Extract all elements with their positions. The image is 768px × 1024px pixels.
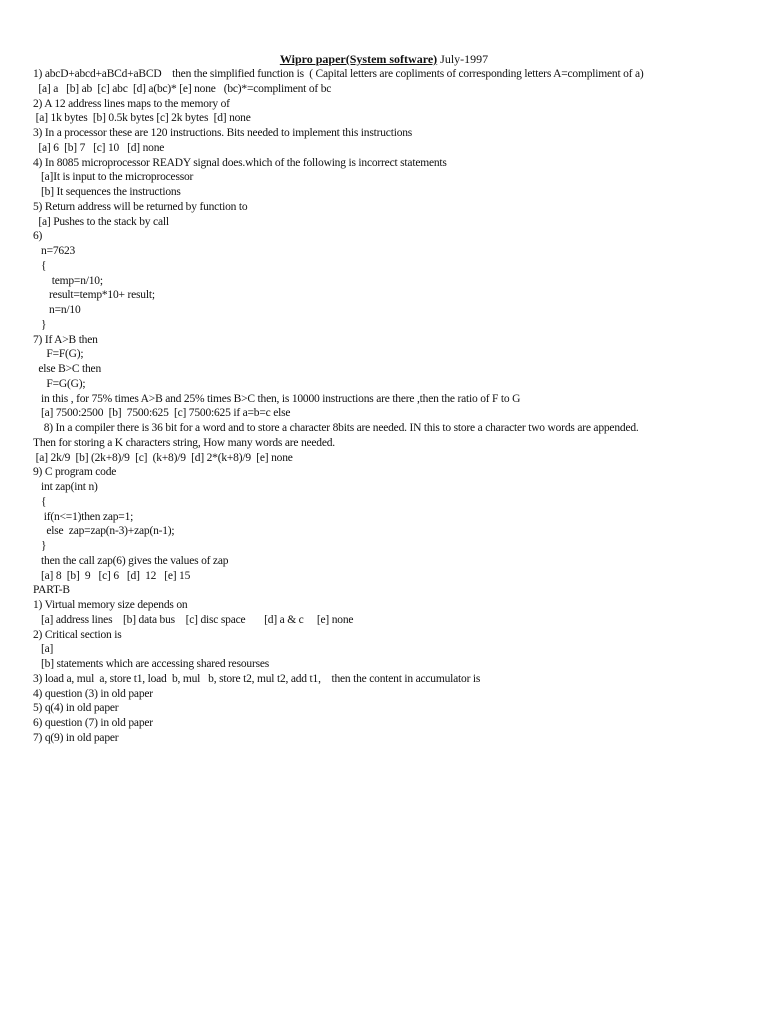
text-line: [a] 1k bytes [b] 0.5k bytes [c] 2k bytes [d] none bbox=[33, 112, 251, 125]
text-line: [a] 8 [b] 9 [c] 6 [d] 12 [e] 15 bbox=[33, 569, 191, 582]
text-line: [a] 6 [b] 7 [c] 10 [d] none bbox=[33, 141, 165, 154]
text-line: [a] address lines [b] data bus [c] disc space [d] a & c [e] none bbox=[33, 613, 354, 626]
text-line: F=F(G); bbox=[33, 348, 84, 361]
text-line: 3) In a processor these are 120 instructions. Bits needed to implement this instructions bbox=[33, 127, 413, 139]
text-line: if(n<=1)then zap=1; bbox=[33, 510, 134, 523]
title-heading: Wipro paper(System software) bbox=[279, 52, 438, 66]
text-line: } bbox=[33, 318, 47, 331]
text-line: 1) Virtual memory size depends on bbox=[33, 599, 188, 611]
text-line: 5) Return address will be returned by function to bbox=[33, 200, 248, 213]
text-line: [a] Pushes to the stack by call bbox=[33, 215, 169, 228]
text-line: } bbox=[33, 540, 47, 552]
document-title bbox=[0, 52, 768, 67]
text-line: PART-B bbox=[33, 584, 70, 597]
text-line: else zap=zap(n-3)+zap(n-1); bbox=[33, 525, 175, 538]
text-line: [a] bbox=[33, 643, 54, 656]
text-line: 5) q(4) in old paper bbox=[33, 702, 119, 715]
text-line: 1) abcD+abcd+aBCd+aBCD then the simplified function is ( Capital letters are copliments of corresponding letters A=compliment of a) bbox=[33, 68, 644, 80]
text-line: [a] 7500:2500 [b] 7500:625 [c] 7500:625 if a=b=c else bbox=[33, 407, 291, 420]
text-line: [a] a [b] ab [c] abc [d] a(bc)* [e] none (bc)*=compliment of bc bbox=[33, 82, 332, 95]
text-line: F=G(G); bbox=[33, 377, 86, 390]
text-line: 3) load a, mul a, store t1, load b, mul b, store t2, mul t2, add t1, then the content in accumulator is bbox=[33, 672, 481, 685]
text-line: int zap(int n) bbox=[33, 481, 98, 493]
text-line: { bbox=[33, 259, 47, 272]
title-date: July-1997 bbox=[437, 52, 489, 66]
text-line: 7) q(9) in old paper bbox=[33, 731, 119, 744]
text-line: 6) bbox=[33, 230, 43, 243]
text-line: 2) A 12 address lines maps to the memory of bbox=[33, 97, 230, 110]
question-list bbox=[33, 67, 763, 746]
text-line: 8) In a compiler there is 36 bit for a word and to store a character 8bits are needed. IN this to store a character two words are appended. bbox=[33, 422, 639, 434]
text-line: 4) question (3) in old paper bbox=[33, 687, 153, 700]
text-line: [a]It is input to the microprocessor bbox=[33, 171, 194, 184]
text-line: n=n/10 bbox=[33, 304, 81, 316]
text-line: n=7623 bbox=[33, 245, 76, 257]
text-line: then the call zap(6) gives the values of zap bbox=[33, 554, 229, 567]
text-line: result=temp*10+ result; bbox=[33, 289, 155, 302]
text-line: [a] 2k/9 [b] (2k+8)/9 [c] (k+8)/9 [d] 2*(k+8)/9 [e] none bbox=[33, 451, 293, 464]
text-line: [b] statements which are accessing shared resourses bbox=[33, 658, 270, 670]
text-line: 2) Critical section is bbox=[33, 628, 122, 641]
text-line: 7) If A>B then bbox=[33, 333, 98, 346]
text-line: { bbox=[33, 495, 47, 508]
text-line: else B>C then bbox=[33, 363, 102, 375]
text-line: 6) question (7) in old paper bbox=[33, 717, 153, 729]
text-line: temp=n/10; bbox=[33, 274, 103, 287]
text-line: in this , for 75% times A>B and 25% times B>C then, is 10000 instructions are there ,then the ratio of F to G bbox=[33, 392, 521, 405]
text-line: 9) C program code bbox=[33, 466, 117, 479]
text-line: [b] It sequences the instructions bbox=[33, 186, 181, 198]
text-line: Then for storing a K characters string, How many words are needed. bbox=[33, 436, 335, 449]
text-line: 4) In 8085 microprocessor READY signal does.which of the following is incorrect statements bbox=[33, 156, 447, 169]
